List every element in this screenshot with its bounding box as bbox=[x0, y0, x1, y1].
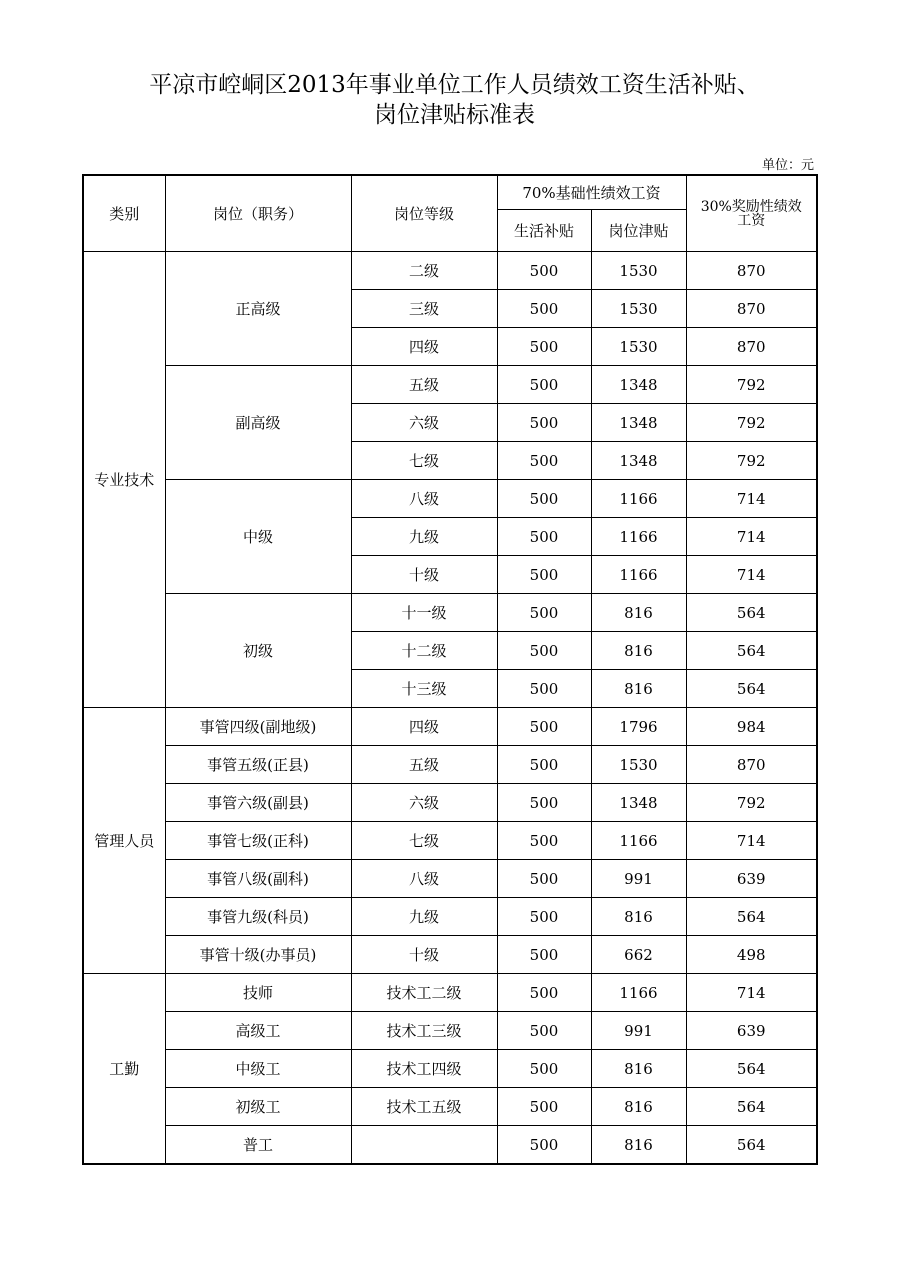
category-cell: 专业技术 bbox=[83, 252, 165, 708]
header-living-allowance: 生活补贴 bbox=[497, 210, 591, 252]
grade-cell: 技术工三级 bbox=[351, 1012, 497, 1050]
living-allowance-cell: 500 bbox=[497, 594, 591, 632]
table-row bbox=[83, 1050, 817, 1088]
reward-performance-cell: 714 bbox=[686, 518, 817, 556]
position-cell: 正高级 bbox=[165, 252, 351, 366]
grade-cell: 六级 bbox=[351, 784, 497, 822]
position-cell: 事管七级(正科) bbox=[165, 822, 351, 860]
grade-cell: 五级 bbox=[351, 746, 497, 784]
living-allowance-cell: 500 bbox=[497, 670, 591, 708]
reward-performance-cell: 714 bbox=[686, 822, 817, 860]
post-allowance-cell: 816 bbox=[591, 670, 686, 708]
post-allowance-cell: 991 bbox=[591, 860, 686, 898]
living-allowance-cell: 500 bbox=[497, 746, 591, 784]
reward-performance-cell: 870 bbox=[686, 252, 817, 290]
grade-cell bbox=[351, 1126, 497, 1165]
table-row bbox=[83, 366, 817, 404]
table-row bbox=[83, 898, 817, 936]
salary-standard-table bbox=[82, 174, 818, 1165]
grade-cell: 八级 bbox=[351, 860, 497, 898]
post-allowance-cell: 816 bbox=[591, 1126, 686, 1165]
position-cell: 副高级 bbox=[165, 366, 351, 480]
grade-cell: 八级 bbox=[351, 480, 497, 518]
table-row bbox=[83, 708, 817, 746]
post-allowance-cell: 1166 bbox=[591, 556, 686, 594]
page-title bbox=[0, 70, 909, 130]
title-line-1: 平凉市崆峒区2013年事业单位工作人员绩效工资生活补贴、 bbox=[149, 72, 760, 98]
living-allowance-cell: 500 bbox=[497, 1088, 591, 1126]
table-row bbox=[83, 252, 817, 290]
post-allowance-cell: 1530 bbox=[591, 328, 686, 366]
living-allowance-cell: 500 bbox=[497, 518, 591, 556]
reward-performance-cell: 714 bbox=[686, 556, 817, 594]
post-allowance-cell: 816 bbox=[591, 1050, 686, 1088]
reward-performance-cell: 564 bbox=[686, 670, 817, 708]
grade-cell: 技术工二级 bbox=[351, 974, 497, 1012]
table-row bbox=[83, 746, 817, 784]
grade-cell: 十三级 bbox=[351, 670, 497, 708]
living-allowance-cell: 500 bbox=[497, 442, 591, 480]
living-allowance-cell: 500 bbox=[497, 404, 591, 442]
reward-performance-cell: 564 bbox=[686, 1088, 817, 1126]
living-allowance-cell: 500 bbox=[497, 974, 591, 1012]
living-allowance-cell: 500 bbox=[497, 328, 591, 366]
header-post-allowance: 岗位津贴 bbox=[591, 210, 686, 252]
category-cell: 管理人员 bbox=[83, 708, 165, 974]
position-cell: 事管九级(科员) bbox=[165, 898, 351, 936]
living-allowance-cell: 500 bbox=[497, 822, 591, 860]
grade-cell: 技术工五级 bbox=[351, 1088, 497, 1126]
header-reward-performance bbox=[686, 175, 817, 252]
post-allowance-cell: 1166 bbox=[591, 974, 686, 1012]
table-row bbox=[83, 784, 817, 822]
reward-performance-cell: 564 bbox=[686, 632, 817, 670]
header-basic-performance: 70%基础性绩效工资 bbox=[497, 175, 686, 210]
living-allowance-cell: 500 bbox=[497, 480, 591, 518]
header-position: 岗位（职务） bbox=[165, 175, 351, 252]
reward-performance-cell: 639 bbox=[686, 1012, 817, 1050]
living-allowance-cell: 500 bbox=[497, 366, 591, 404]
post-allowance-cell: 662 bbox=[591, 936, 686, 974]
living-allowance-cell: 500 bbox=[497, 708, 591, 746]
unit-label: 单位：元 bbox=[761, 158, 814, 173]
post-allowance-cell: 816 bbox=[591, 632, 686, 670]
reward-performance-cell: 792 bbox=[686, 366, 817, 404]
post-allowance-cell: 816 bbox=[591, 898, 686, 936]
header-category: 类别 bbox=[83, 175, 165, 252]
reward-performance-cell: 984 bbox=[686, 708, 817, 746]
reward-performance-cell: 564 bbox=[686, 594, 817, 632]
category-cell: 工勤 bbox=[83, 974, 165, 1165]
position-cell: 事管五级(正县) bbox=[165, 746, 351, 784]
table-row bbox=[83, 480, 817, 518]
position-cell: 初级 bbox=[165, 594, 351, 708]
reward-performance-cell: 714 bbox=[686, 974, 817, 1012]
grade-cell: 五级 bbox=[351, 366, 497, 404]
grade-cell: 二级 bbox=[351, 252, 497, 290]
living-allowance-cell: 500 bbox=[497, 252, 591, 290]
grade-cell: 十一级 bbox=[351, 594, 497, 632]
living-allowance-cell: 500 bbox=[497, 784, 591, 822]
living-allowance-cell: 500 bbox=[497, 1012, 591, 1050]
title-line-2: 岗位津贴标准表 bbox=[374, 102, 535, 128]
reward-performance-cell: 792 bbox=[686, 784, 817, 822]
table-body bbox=[83, 252, 817, 1165]
reward-performance-cell: 639 bbox=[686, 860, 817, 898]
post-allowance-cell: 991 bbox=[591, 1012, 686, 1050]
post-allowance-cell: 1796 bbox=[591, 708, 686, 746]
reward-performance-cell: 870 bbox=[686, 746, 817, 784]
grade-cell: 十级 bbox=[351, 556, 497, 594]
living-allowance-cell: 500 bbox=[497, 1050, 591, 1088]
post-allowance-cell: 1348 bbox=[591, 404, 686, 442]
position-cell: 高级工 bbox=[165, 1012, 351, 1050]
post-allowance-cell: 1348 bbox=[591, 784, 686, 822]
position-cell: 技师 bbox=[165, 974, 351, 1012]
grade-cell: 四级 bbox=[351, 328, 497, 366]
grade-cell: 四级 bbox=[351, 708, 497, 746]
grade-cell: 十级 bbox=[351, 936, 497, 974]
living-allowance-cell: 500 bbox=[497, 898, 591, 936]
header-reward-text: 30%奖励性绩效工资 bbox=[700, 198, 802, 229]
position-cell: 初级工 bbox=[165, 1088, 351, 1126]
grade-cell: 技术工四级 bbox=[351, 1050, 497, 1088]
reward-performance-cell: 564 bbox=[686, 1050, 817, 1088]
living-allowance-cell: 500 bbox=[497, 936, 591, 974]
table-row bbox=[83, 594, 817, 632]
post-allowance-cell: 1530 bbox=[591, 746, 686, 784]
table-row bbox=[83, 860, 817, 898]
living-allowance-cell: 500 bbox=[497, 556, 591, 594]
reward-performance-cell: 792 bbox=[686, 442, 817, 480]
post-allowance-cell: 1348 bbox=[591, 366, 686, 404]
grade-cell: 十二级 bbox=[351, 632, 497, 670]
reward-performance-cell: 870 bbox=[686, 328, 817, 366]
reward-performance-cell: 792 bbox=[686, 404, 817, 442]
post-allowance-cell: 816 bbox=[591, 594, 686, 632]
table-row bbox=[83, 1088, 817, 1126]
grade-cell: 六级 bbox=[351, 404, 497, 442]
post-allowance-cell: 816 bbox=[591, 1088, 686, 1126]
reward-performance-cell: 714 bbox=[686, 480, 817, 518]
table-row bbox=[83, 936, 817, 974]
position-cell: 中级 bbox=[165, 480, 351, 594]
grade-cell: 七级 bbox=[351, 442, 497, 480]
position-cell: 事管四级(副地级) bbox=[165, 708, 351, 746]
position-cell: 事管六级(副县) bbox=[165, 784, 351, 822]
post-allowance-cell: 1166 bbox=[591, 518, 686, 556]
reward-performance-cell: 564 bbox=[686, 898, 817, 936]
position-cell: 普工 bbox=[165, 1126, 351, 1165]
reward-performance-cell: 564 bbox=[686, 1126, 817, 1165]
table-row bbox=[83, 1126, 817, 1165]
grade-cell: 三级 bbox=[351, 290, 497, 328]
living-allowance-cell: 500 bbox=[497, 632, 591, 670]
post-allowance-cell: 1348 bbox=[591, 442, 686, 480]
grade-cell: 九级 bbox=[351, 898, 497, 936]
post-allowance-cell: 1530 bbox=[591, 290, 686, 328]
reward-performance-cell: 870 bbox=[686, 290, 817, 328]
position-cell: 中级工 bbox=[165, 1050, 351, 1088]
living-allowance-cell: 500 bbox=[497, 860, 591, 898]
header-grade: 岗位等级 bbox=[351, 175, 497, 252]
position-cell: 事管八级(副科) bbox=[165, 860, 351, 898]
grade-cell: 七级 bbox=[351, 822, 497, 860]
position-cell: 事管十级(办事员) bbox=[165, 936, 351, 974]
reward-performance-cell: 498 bbox=[686, 936, 817, 974]
post-allowance-cell: 1166 bbox=[591, 480, 686, 518]
living-allowance-cell: 500 bbox=[497, 1126, 591, 1165]
grade-cell: 九级 bbox=[351, 518, 497, 556]
table-row bbox=[83, 974, 817, 1012]
table-row bbox=[83, 822, 817, 860]
post-allowance-cell: 1166 bbox=[591, 822, 686, 860]
post-allowance-cell: 1530 bbox=[591, 252, 686, 290]
table-row bbox=[83, 1012, 817, 1050]
living-allowance-cell: 500 bbox=[497, 290, 591, 328]
